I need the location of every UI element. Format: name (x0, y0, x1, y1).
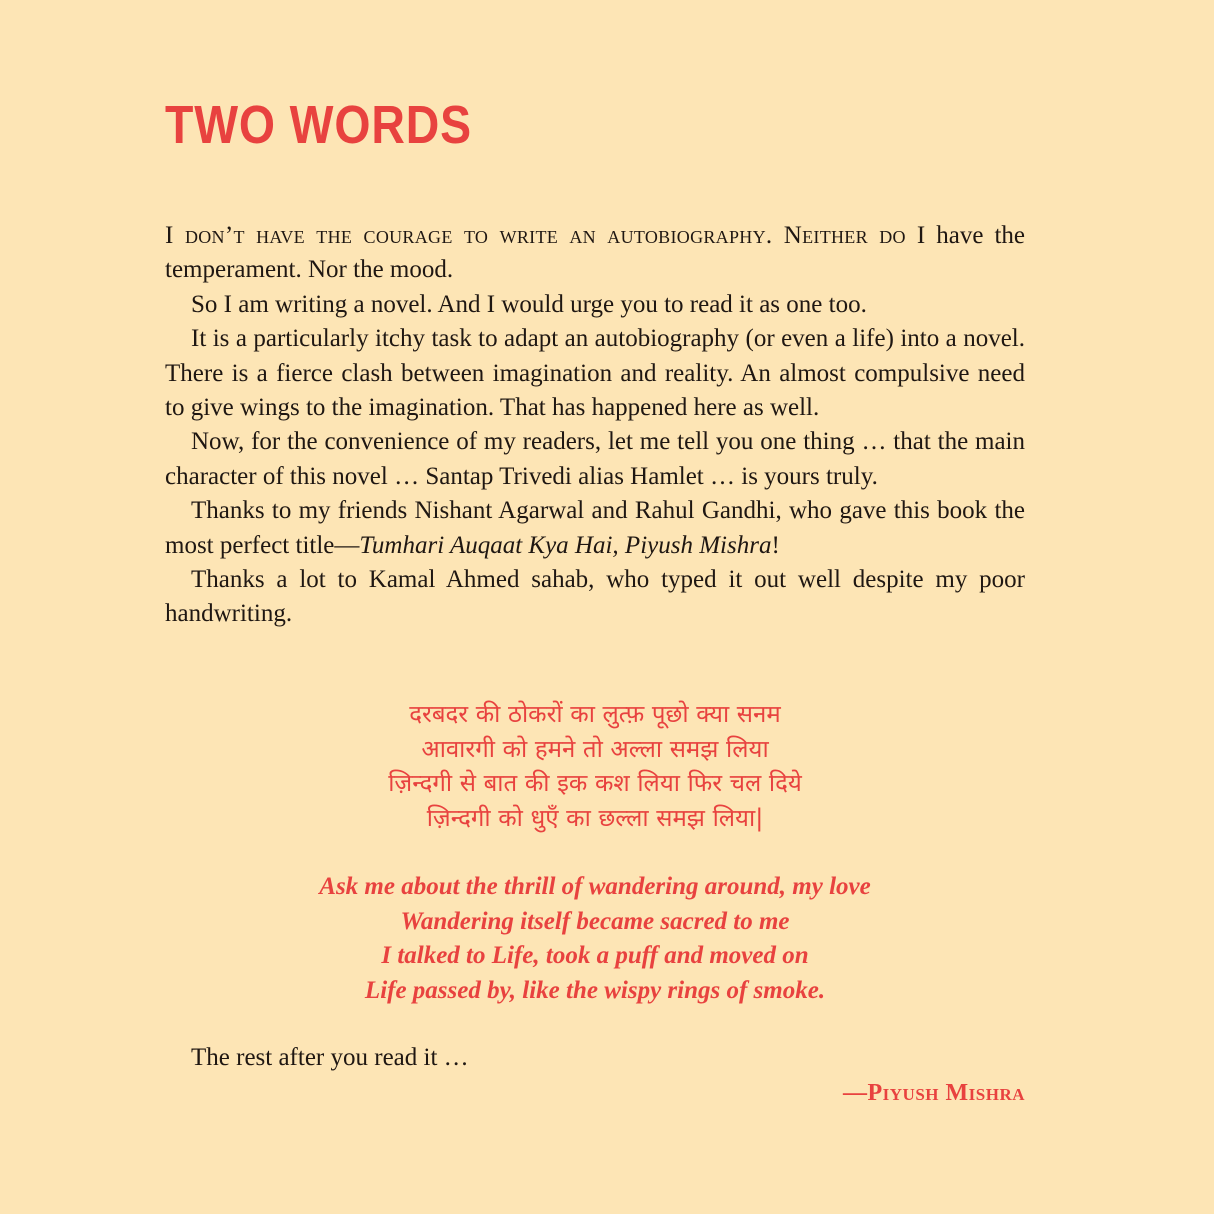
paragraph-5-text: Thanks to my friends Nishant Agarwal and Rahul Gandhi, who gave this book the most perfect title— (165, 497, 1025, 559)
hindi-verse-line: आवारगी को हमने तो अल्ला समझ लिया (421, 734, 769, 763)
paragraph-1-smallcaps-opening: I don’t have the courage to write an autobiography. Neither do (165, 222, 906, 249)
hindi-verse-line: दरबदर की ठोकरों का लुत्फ़ पूछो क्या सनम (409, 700, 781, 728)
english-verse (165, 870, 1025, 1008)
paragraph-3: It is a particularly itchy task to adapt an autobiography (or even a life) into a novel. There is a fierce clash between imagination and reality. An almost compulsive need to give wings to the imagination. That has happened here as well. (165, 325, 1025, 422)
hindi-verse (165, 697, 1025, 835)
author-signature: —Piyush Mishra (842, 1080, 1025, 1106)
paragraph-6: Thanks a lot to Kamal Ahmed sahab, who typed it out well despite my poor handwriting. (165, 566, 1025, 628)
hindi-verse-line: ज़िन्दगी को धुएँ का छल्ला समझ लिया| (426, 803, 764, 832)
english-verse-line: Wandering itself became sacred to me (400, 907, 790, 935)
paragraph-5-end: ! (771, 531, 780, 559)
paragraph-1 (165, 219, 1025, 288)
chapter-title: TWO WORDS (165, 95, 472, 155)
hindi-verse-line: ज़िन्दगी से बात की इक कश लिया फिर चल दिये (388, 769, 802, 797)
body-text (165, 219, 1025, 632)
english-verse-line: I talked to Life, took a puff and moved on (381, 942, 809, 969)
paragraph-2: So I am writing a novel. And I would urge you to read it as one too. (191, 290, 867, 318)
paragraph-5 (165, 494, 1025, 563)
paragraph-1-rest: I have the temperament. Nor the mood. (165, 222, 1025, 284)
paragraph-4: Now, for the convenience of my readers, let me tell you one thing … that the main character of this novel … Santap Trivedi alias Hamlet … is yours truly. (165, 428, 1025, 490)
closing-line: The rest after you read it … (191, 1044, 469, 1071)
english-verse-line: Ask me about the thrill of wandering around, my love (319, 873, 871, 900)
english-verse-line: Life passed by, like the wispy rings of smoke. (364, 976, 826, 1004)
book-title-italic: Tumhari Auqaat Kya Hai, Piyush Mishra (359, 531, 772, 559)
